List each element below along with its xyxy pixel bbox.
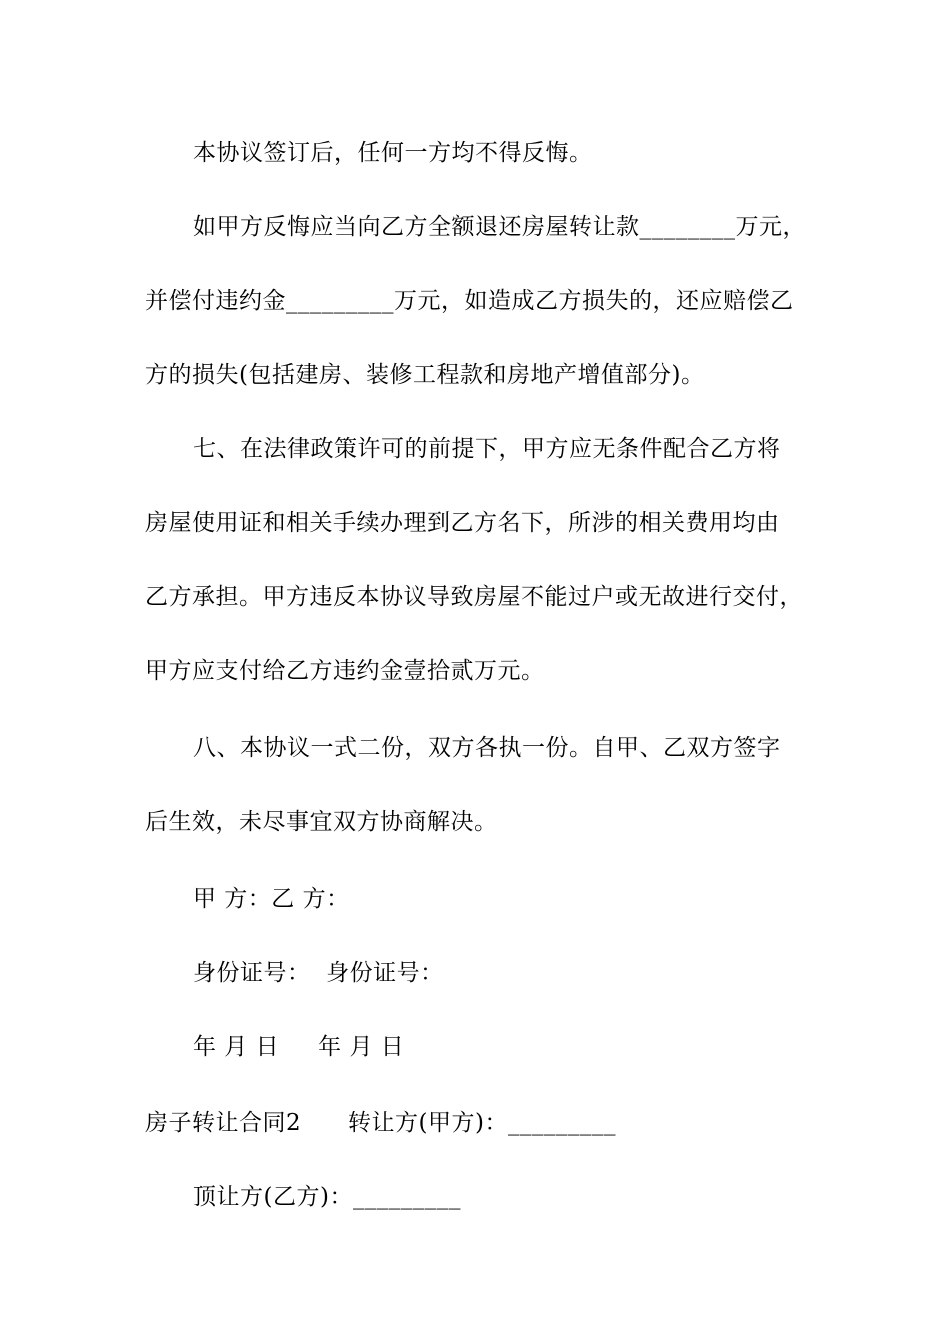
transferee-line: 顶让方(乙方)：_________ (193, 1184, 461, 1210)
paragraph-line: 如甲方反悔应当向乙方全额退还房屋转让款________万元， (193, 214, 806, 240)
paragraph-line: 方的损失(包括建房、装修工程款和房地产增值部分)。 (145, 362, 705, 388)
paragraph-line: 七、在法律政策许可的前提下，甲方应无条件配合乙方将 (193, 436, 781, 462)
paragraph-line: 八、本协议一式二份，双方各执一份。自甲、乙双方签字 (193, 735, 781, 761)
contract-heading-line: 房子转让合同2 转让方(甲方)：_________ (145, 1110, 616, 1136)
paragraph-line: 乙方承担。甲方违反本协议导致房屋不能过户或无故进行交付， (145, 584, 803, 610)
paragraph-line: 并偿付违约金_________万元，如造成乙方损失的，还应赔偿乙 (145, 288, 794, 314)
paragraph-line: 后生效，未尽事宜双方协商解决。 (145, 809, 498, 835)
paragraph-line: 本协议签订后，任何一方均不得反悔。 (193, 140, 593, 166)
signature-id-line: 身份证号： 身份证号： (193, 960, 444, 986)
signature-party-line: 甲 方：乙 方： (193, 886, 350, 912)
signature-date-line: 年 月 日 年 月 日 (193, 1034, 405, 1060)
paragraph-line: 甲方应支付给乙方违约金壹拾贰万元。 (145, 658, 545, 684)
paragraph-line: 房屋使用证和相关手续办理到乙方名下，所涉的相关费用均由 (145, 510, 780, 536)
